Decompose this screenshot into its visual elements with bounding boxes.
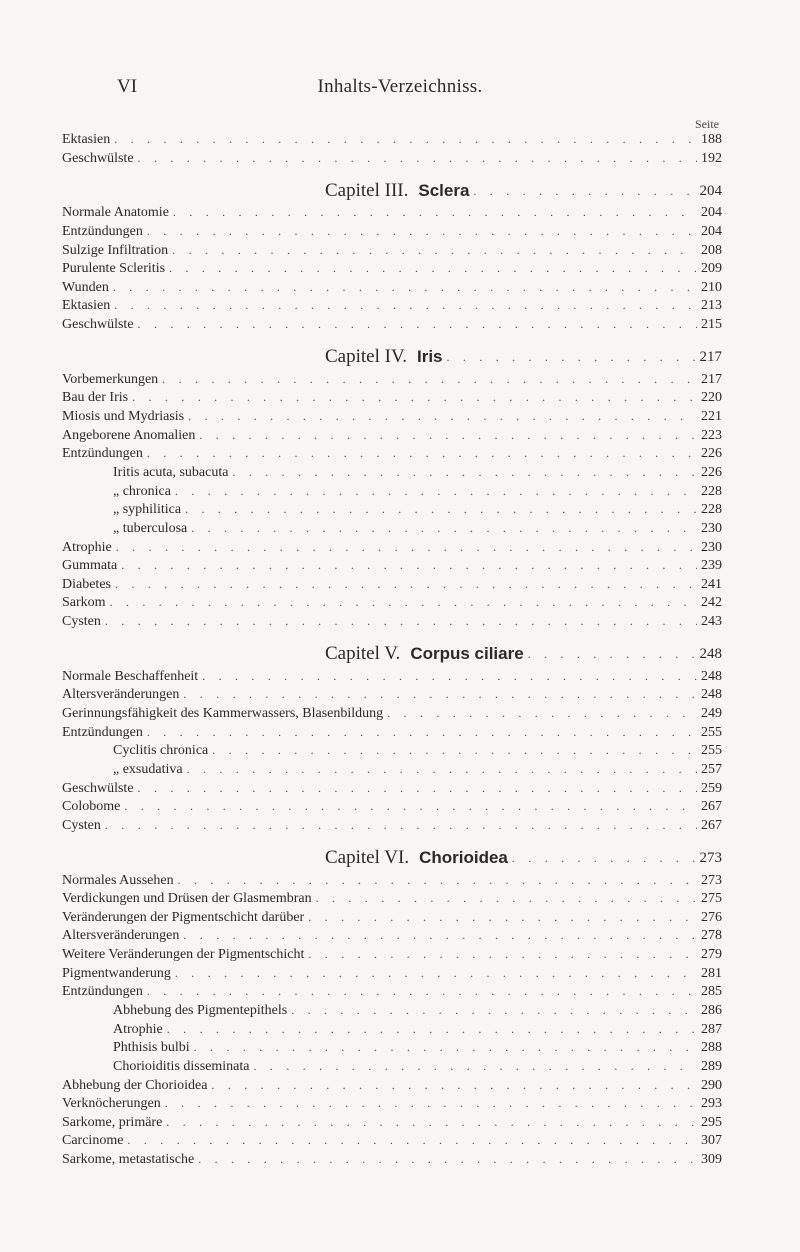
dot-leader — [165, 1094, 697, 1113]
toc-page-number: 208 — [701, 242, 722, 258]
toc-entry-label: Iritis acuta, subacuta — [113, 464, 229, 480]
toc-entry — [62, 259, 722, 278]
toc-entry-label: Altersveränderungen — [62, 687, 180, 703]
toc-page-number: 307 — [701, 1133, 722, 1149]
toc-entry — [62, 816, 722, 835]
toc-entry — [62, 685, 722, 704]
dot-leader — [147, 222, 697, 241]
dot-leader — [132, 388, 697, 407]
toc-entry-label: Gummata — [62, 558, 118, 574]
toc-page-number: 289 — [701, 1058, 722, 1074]
toc-entry — [62, 575, 722, 594]
chapter-label: Capitel IV. — [325, 346, 407, 368]
toc-page-number: 273 — [701, 872, 722, 888]
toc-page-number: 279 — [701, 947, 722, 963]
toc-page-number: 281 — [701, 965, 722, 981]
toc-entry — [62, 908, 722, 927]
dot-leader — [147, 444, 697, 463]
dot-leader — [194, 1038, 697, 1057]
toc-page-number: 257 — [701, 761, 722, 777]
toc-page-number: 217 — [699, 349, 722, 366]
toc-entry — [62, 482, 722, 501]
toc-page-number: 192 — [701, 150, 722, 166]
toc-entry — [62, 667, 722, 686]
dot-leader — [172, 241, 697, 260]
toc-page-number: 221 — [701, 409, 722, 425]
dot-leader — [116, 538, 697, 557]
toc-page-number: 248 — [701, 687, 722, 703]
toc-entry-label: Normales Aussehen — [62, 872, 174, 888]
toc-entry — [62, 797, 722, 816]
toc-entry-label: Normale Beschaffenheit — [62, 668, 199, 684]
toc-entry-label: Sarkom — [62, 595, 106, 611]
toc-entry-label: „ chronica — [113, 483, 171, 499]
toc-entry-label: Geschwülste — [62, 317, 134, 333]
toc-page-number: 239 — [701, 558, 722, 574]
dot-leader — [105, 816, 697, 835]
toc-entry — [62, 779, 722, 798]
toc-entry — [62, 241, 722, 260]
dot-leader — [202, 667, 697, 686]
toc-page-number: 226 — [701, 464, 722, 480]
toc-entry — [62, 315, 722, 334]
toc-entry — [62, 1094, 722, 1113]
toc-entry-label: Cysten — [62, 614, 101, 630]
toc-entry-label: Entzündungen — [62, 223, 143, 239]
toc-entry-label: Abhebung des Pigmentepithels — [113, 1002, 288, 1018]
dot-leader — [528, 645, 696, 664]
chapter-label: Capitel V. — [325, 643, 401, 665]
toc-page-number: 278 — [701, 928, 722, 944]
toc-entry — [62, 296, 722, 315]
dot-leader — [211, 1076, 697, 1095]
dot-leader — [187, 760, 697, 779]
toc-entry-label: Entzündungen — [62, 724, 143, 740]
toc-entry — [62, 945, 722, 964]
toc-entry — [62, 723, 722, 742]
toc-entry-label: Vorbemerkungen — [62, 371, 159, 387]
dot-leader — [114, 130, 697, 149]
dot-leader — [175, 482, 697, 501]
table-of-contents — [62, 130, 722, 1169]
toc-entry-label: Abhebung der Chorioidea — [62, 1077, 208, 1093]
dot-leader — [308, 908, 697, 927]
dot-leader — [167, 1020, 697, 1039]
toc-entry — [62, 130, 722, 149]
chapter-label: Capitel VI. — [325, 846, 410, 868]
toc-page-number: 276 — [701, 909, 722, 925]
chapter-heading — [62, 835, 722, 871]
toc-entry — [62, 1113, 722, 1132]
toc-page-number: 248 — [701, 668, 722, 684]
toc-page-number: 259 — [701, 780, 722, 796]
toc-entry — [62, 1057, 722, 1076]
toc-page-number: 273 — [699, 849, 722, 866]
dot-leader — [115, 575, 697, 594]
dot-leader — [138, 149, 697, 168]
toc-page-number: 243 — [701, 614, 722, 630]
toc-entry-label: Altersveränderungen — [62, 928, 180, 944]
chapter-title: Chorioidea — [419, 847, 508, 867]
toc-page-number: 267 — [701, 799, 722, 815]
toc-entry-label: „ syphilitica — [113, 502, 182, 518]
toc-entry-label: „ tuberculosa — [113, 520, 188, 536]
toc-entry-label: Carcinome — [62, 1133, 124, 1149]
toc-entry-label: Cyclitis chronica — [113, 743, 209, 759]
page-number: VI — [117, 76, 138, 97]
toc-entry-label: Ektasien — [62, 132, 111, 147]
dot-leader — [166, 1113, 697, 1132]
toc-page-number: 290 — [701, 1077, 722, 1093]
dot-leader — [110, 593, 697, 612]
chapter-label-group — [62, 348, 443, 367]
toc-entry-label: Cysten — [62, 817, 101, 833]
toc-entry — [62, 149, 722, 168]
toc-page-number: 204 — [701, 223, 722, 239]
toc-entry-label: Chorioiditis disseminata — [113, 1058, 250, 1074]
dot-leader — [188, 407, 697, 426]
toc-entry-label: Geschwülste — [62, 780, 134, 796]
toc-entry — [62, 612, 722, 631]
toc-page-number: 228 — [701, 502, 722, 518]
toc-entry — [62, 1131, 722, 1150]
toc-entry — [62, 370, 722, 389]
chapter-heading — [62, 631, 722, 667]
dot-leader — [308, 945, 697, 964]
toc-entry — [62, 704, 722, 723]
chapter-title: Corpus ciliare — [410, 644, 524, 664]
toc-page-number: 209 — [701, 261, 722, 277]
toc-page-number: 204 — [699, 182, 722, 199]
toc-entry — [62, 871, 722, 890]
chapter-heading — [62, 334, 722, 370]
toc-entry — [62, 982, 722, 1001]
toc-page-number: 293 — [701, 1096, 722, 1112]
toc-entry-label: Miosis und Mydriasis — [62, 409, 185, 425]
dot-leader — [232, 463, 697, 482]
toc-entry-label: Diabetes — [62, 576, 111, 592]
chapter-label-group — [62, 846, 508, 868]
toc-entry-label: Sulzige Infiltration — [62, 242, 169, 258]
toc-page-number: 223 — [701, 427, 722, 443]
running-header — [0, 76, 800, 100]
toc-entry — [62, 1020, 722, 1039]
toc-page-number: 228 — [701, 483, 722, 499]
toc-entry-label: Veränderungen der Pigmentschicht darüber — [62, 909, 305, 925]
dot-leader — [199, 426, 697, 445]
dot-leader — [105, 612, 697, 631]
toc-entry — [62, 203, 722, 222]
toc-page-number: 255 — [701, 724, 722, 740]
toc-entry — [62, 926, 722, 945]
toc-entry — [62, 741, 722, 760]
chapter-label-group — [62, 645, 524, 664]
toc-entry-label: Sarkome, metastatische — [62, 1152, 195, 1168]
dot-leader — [114, 296, 697, 315]
dot-leader — [138, 779, 697, 798]
dot-leader — [127, 1131, 697, 1150]
toc-page-number: 210 — [701, 279, 722, 295]
toc-entry — [62, 463, 722, 482]
page-title: Inhalts-Verzeichniss. — [317, 76, 483, 97]
dot-leader — [512, 849, 696, 868]
toc-page-number: 242 — [701, 595, 722, 611]
toc-page-number: 287 — [701, 1021, 722, 1037]
toc-entry-label: Bau der Iris — [62, 390, 129, 406]
dot-leader — [169, 259, 697, 278]
toc-entry-label: Verdickungen und Drüsen der Glasmembran — [62, 891, 312, 907]
chapter-label: Capitel III. — [325, 179, 409, 201]
toc-entry — [62, 500, 722, 519]
dot-leader — [178, 871, 697, 890]
toc-page-number: 241 — [701, 576, 722, 592]
toc-entry — [62, 519, 722, 538]
toc-entry-label: Atrophie — [62, 539, 112, 555]
dot-leader — [191, 519, 697, 538]
toc-entry-label: Atrophie — [113, 1021, 163, 1037]
toc-entry — [62, 889, 722, 908]
chapter-title: Iris — [416, 347, 443, 367]
dot-leader — [147, 723, 697, 742]
toc-entry-label: Colobome — [62, 799, 121, 815]
toc-page-number: 226 — [701, 446, 722, 462]
dot-leader — [138, 315, 697, 334]
toc-entry — [62, 426, 722, 445]
toc-page-number: 288 — [701, 1040, 722, 1056]
toc-entry-label: Weitere Veränderungen der Pigmentschicht — [62, 947, 305, 963]
toc-entry-label: „ exsudativa — [113, 761, 183, 777]
dot-leader — [447, 348, 696, 367]
toc-page-number: 248 — [699, 646, 722, 663]
toc-entry-label: Entzündungen — [62, 984, 143, 1000]
toc-page-number: 286 — [701, 1002, 722, 1018]
toc-entry-label: Normale Anatomie — [62, 205, 169, 221]
toc-entry — [62, 222, 722, 241]
toc-entry — [62, 444, 722, 463]
dot-leader — [198, 1150, 697, 1169]
toc-entry — [62, 1001, 722, 1020]
toc-page-number: 188 — [701, 132, 722, 147]
toc-entry-label: Pigmentwanderung — [62, 965, 171, 981]
dot-leader — [175, 964, 697, 983]
toc-entry — [62, 1150, 722, 1169]
chapter-label-group — [62, 179, 470, 201]
dot-leader — [185, 500, 697, 519]
dot-leader — [121, 556, 697, 575]
toc-entry-label: Entzündungen — [62, 446, 143, 462]
toc-entry-label: Gerinnungsfähigkeit des Kammerwassers, Blasenbildung — [62, 706, 384, 722]
toc-entry-label: Purulente Scleritis — [62, 261, 166, 277]
dot-leader — [113, 278, 697, 297]
dot-leader — [183, 685, 697, 704]
toc-page-number: 215 — [701, 317, 722, 333]
toc-entry — [62, 593, 722, 612]
toc-entry — [62, 760, 722, 779]
dot-leader — [291, 1001, 697, 1020]
toc-page-number: 230 — [701, 520, 722, 536]
toc-page-number: 275 — [701, 891, 722, 907]
toc-page-number: 309 — [701, 1152, 722, 1168]
dot-leader — [147, 982, 697, 1001]
dot-leader — [387, 704, 697, 723]
toc-page-number: 220 — [701, 390, 722, 406]
toc-page-number: 295 — [701, 1114, 722, 1130]
toc-entry — [62, 556, 722, 575]
chapter-title: Sclera — [418, 180, 470, 200]
toc-entry — [62, 407, 722, 426]
toc-entry — [62, 964, 722, 983]
dot-leader — [473, 182, 695, 201]
toc-entry — [62, 278, 722, 297]
toc-page-number: 217 — [701, 371, 722, 387]
toc-page-number: 255 — [701, 743, 722, 759]
toc-entry-label: Angeborene Anomalien — [62, 427, 196, 443]
toc-page-number: 249 — [701, 706, 722, 722]
toc-entry-label: Verknöcherungen — [62, 1096, 161, 1112]
toc-entry-label: Sarkome, primäre — [62, 1114, 163, 1130]
dot-leader — [212, 741, 697, 760]
toc-page-number: 230 — [701, 539, 722, 555]
toc-entry — [62, 388, 722, 407]
toc-page-number: 213 — [701, 298, 722, 314]
toc-page-number: 267 — [701, 817, 722, 833]
toc-entry-label: Geschwülste — [62, 150, 134, 166]
toc-entry — [62, 1038, 722, 1057]
toc-entry — [62, 1076, 722, 1095]
toc-entry-label: Phthisis bulbi — [113, 1040, 190, 1056]
dot-leader — [183, 926, 697, 945]
dot-leader — [173, 203, 697, 222]
toc-page-number: 204 — [701, 205, 722, 221]
dot-leader — [316, 889, 697, 908]
chapter-heading — [62, 167, 722, 203]
toc-entry — [62, 538, 722, 557]
toc-entry-label: Wunden — [62, 279, 109, 295]
dot-leader — [162, 370, 697, 389]
toc-entry-label: Ektasien — [62, 298, 111, 314]
toc-page-number: 285 — [701, 984, 722, 1000]
dot-leader — [254, 1057, 698, 1076]
page-column-label: Seite — [695, 117, 719, 131]
dot-leader — [124, 797, 697, 816]
